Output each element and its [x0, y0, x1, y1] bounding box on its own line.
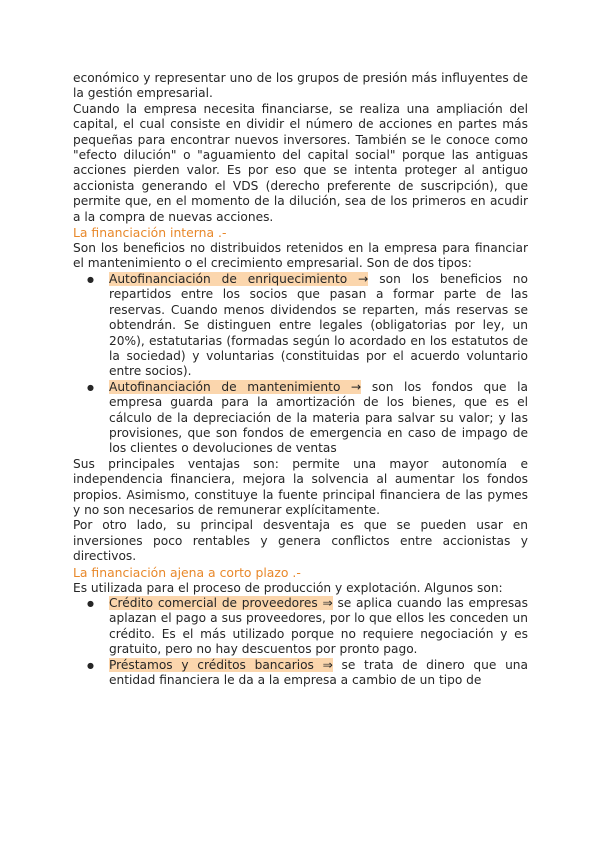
- ajena-intro: Es utilizada para el proceso de producción y explotación. Algunos son:: [73, 580, 503, 595]
- list-item: [109, 380, 528, 457]
- item-text: se trata de dinero que una entidad financiera le da a la empresa a cambio de un tipo de: [109, 657, 528, 688]
- interna-list: [73, 272, 528, 457]
- highlighted-term: Préstamos y créditos bancarios ⇒: [109, 657, 333, 672]
- intro-paragraph-2: Cuando la empresa necesita financiarse, se realiza una ampliación del capital, el cual consiste en dividir el número de acciones en partes más pequeñas para encontrar nuevos inversores. También se le conoce como "efecto dilución" o "aguamiento del capital social" porque las antiguas acciones pierden valor. Es por eso que se intenta proteger al antiguo accionista generando el VDS (derecho preferente de suscripción), que permite que, en el momento de la dilución, sea de los primeros en acudir a la compra de nuevas acciones.: [73, 101, 528, 224]
- list-item: [109, 272, 528, 380]
- interna-intro: Son los beneficios no distribuidos retenidos en la empresa para financiar el mantenimiento o el crecimiento empresarial. Son de dos tipos:: [73, 241, 528, 271]
- list-item: [109, 596, 528, 658]
- item-text: se aplica cuando las empresas aplazan el pago a sus proveedores, por lo que ellos les conceden un crédito. Es el más utilizado porque no requiere negociación y es gratuito, pero no hay descuentos por pronto pago.: [109, 596, 528, 657]
- highlighted-term: Autofinanciación de mantenimiento →: [109, 379, 362, 394]
- ventajas-paragraph: Sus principales ventajas son: permite una mayor autonomía e independencia financiera, mejora la solvencia al aumentar los fondos propios. Asimismo, constituye la fuente principal financiera de las pymes y no son necesarios de remunerar explícitamente.: [73, 456, 528, 517]
- heading-financiacion-interna: La financiación interna .-: [73, 225, 227, 241]
- highlighted-term: Autofinanciación de enriquecimiento →: [109, 271, 369, 286]
- list-item: [109, 658, 528, 689]
- intro-paragraph-1: económico y representar uno de los grupos de presión más influyentes de la gestión empresarial.: [73, 71, 528, 101]
- item-text: son los fondos que la empresa guarda para la amortización de los bienes, que es el cálculo de la depreciación de la materia para salvar su valor; y las provisiones, que son fondos de emergencia en caso de impago de los clientes o devoluciones de ventas: [109, 379, 528, 456]
- item-text: son los beneficios no repartidos entre los socios que pasan a formar parte de las reservas. Cuando menos dividendos se reparten, más reservas se obtendrán. Se distinguen entre legales (obligatorias por ley, un 20%), estatutarias (formadas según lo acordado en los estatutos de la sociedad) y voluntarias (constituidas por el acuerdo voluntario entre socios).: [109, 271, 528, 379]
- highlighted-term: Crédito comercial de proveedores ⇒: [109, 596, 333, 610]
- ajena-list: [73, 596, 528, 688]
- desventaja-paragraph: Por otro lado, su principal desventaja es que se pueden usar en inversiones poco rentables y genera conflictos entre accionistas y directivos.: [73, 518, 528, 564]
- heading-financiacion-ajena: La financiación ajena a corto plazo .-: [73, 564, 301, 580]
- document-page: [73, 71, 528, 688]
